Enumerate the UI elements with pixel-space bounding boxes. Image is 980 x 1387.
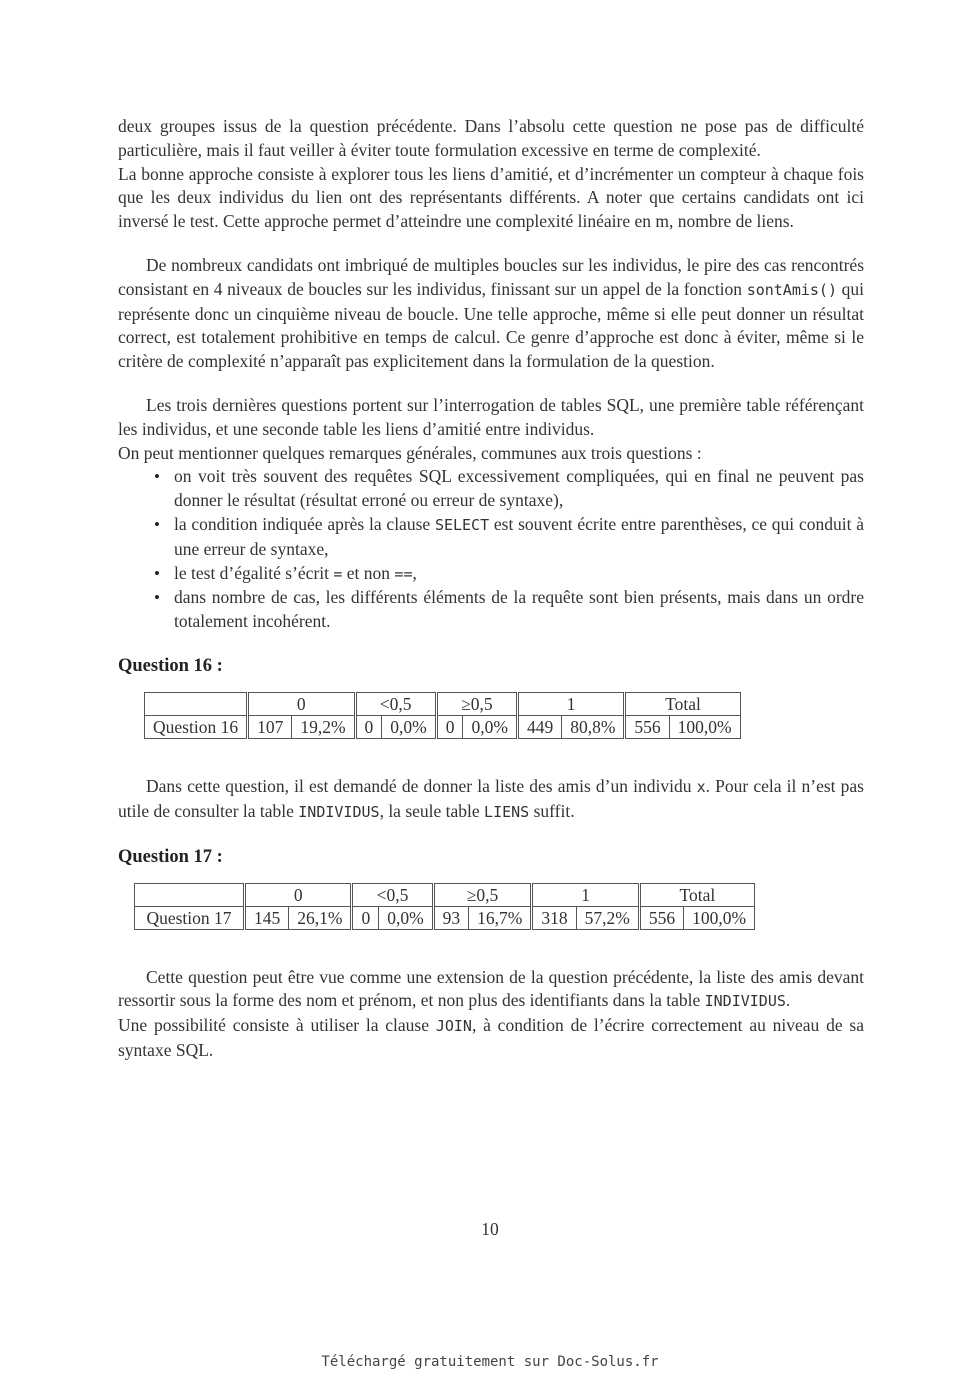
code-sontamis: sontAmis() xyxy=(746,280,837,299)
remarks-list xyxy=(118,465,864,634)
paragraph-intro: deux groupes issus de la question précédente. Dans l’absolu cette question ne pose pas de difficulté particulière, mais il faut veiller à éviter toute formulation excessive en terme de complexité. xyxy=(118,116,864,160)
question-17-table xyxy=(134,883,755,930)
paragraph-remarks: On peut mentionner quelques remarques générales, communes aux trois questions : xyxy=(118,442,702,463)
question-16-table xyxy=(144,692,741,739)
paragraph-nested-loops: De nombreux candidats ont imbriqué de multiples boucles sur les individus, le pire des cas rencontrés consistant en 4 niveaux de boucles sur les individus, finissant sur un appel de la fonction sontAmis() qui représente donc un cinquième niveau de boucle. Une telle approche, même si elle peut donner un résultat correct, est totalement prohibitive en temps de calcul. Ce genre d’approche est donc à éviter, même si le critère de complexité n’apparaît pas explicitement dans la formulation de la question. xyxy=(118,254,864,372)
list-item: • la condition indiquée après la clause SELECT est souvent écrite entre parenthèses, ce qui conduit à une erreur de syntaxe, xyxy=(174,513,864,562)
list-item: • on voit très souvent des requêtes SQL excessivement compliquées, qui en final ne peuvent pas donner le résultat (résultat erroné ou erreur de syntaxe), xyxy=(174,465,864,513)
paragraph-sql-intro: Les trois dernières questions portent sur l’interrogation de tables SQL, une première table référençant les individus, et une seconde table les liens d’amitié entre individus. xyxy=(118,394,864,439)
paragraph-question-17: Cette question peut être vue comme une extension de la question précédente, la liste des amis devant ressortir sous la forme des nom et prénom, et non plus des identifiants dans la table INDIVIDUS. xyxy=(118,966,864,1011)
table-row: Question 17 145 26,1% 0 0,0% 93 16,7% 318 57,2% 556 100,0% xyxy=(135,906,755,929)
paragraph-question-16: Dans cette question, il est demandé de donner la liste des amis d’un individu x. Pour cela il n’est pas utile de consulter la table INDIVIDUS, la seule table LIENS suffit. xyxy=(118,775,864,821)
question-17-heading: Question 17 : xyxy=(118,846,223,867)
page-content xyxy=(118,115,864,1063)
footer-watermark: Téléchargé gratuitement sur Doc-Solus.fr xyxy=(321,1354,659,1370)
paragraph-approach: La bonne approche consiste à explorer tous les liens d’amitié, et d’incrémenter un compteur à chaque fois que les deux individus du lien ont des représentants différents. A noter que certains candidats ont ici inversé le test. Cette approche permet d’atteindre une complexité linéaire en m, nombre de liens. xyxy=(118,163,864,232)
list-item: • le test d’égalité s’écrit = et non ==, xyxy=(174,562,864,587)
table-row: Question 16 107 19,2% 0 0,0% 0 0,0% 449 80,8% 556 100,0% xyxy=(145,715,741,738)
table-header-row: 0 <0,5 ≥0,5 1 Total xyxy=(145,692,741,715)
question-16-heading: Question 16 : xyxy=(118,655,223,676)
page-number: 10 xyxy=(481,1219,499,1239)
paragraph-join: Une possibilité consiste à utiliser la clause JOIN, à condition de l’écrire correctement au niveau de sa syntaxe SQL. xyxy=(118,1015,864,1060)
list-item: • dans nombre de cas, les différents éléments de la requête sont bien présents, mais dans un ordre totalement incohérent. xyxy=(174,586,864,634)
table-header-row: 0 <0,5 ≥0,5 1 Total xyxy=(135,883,755,906)
